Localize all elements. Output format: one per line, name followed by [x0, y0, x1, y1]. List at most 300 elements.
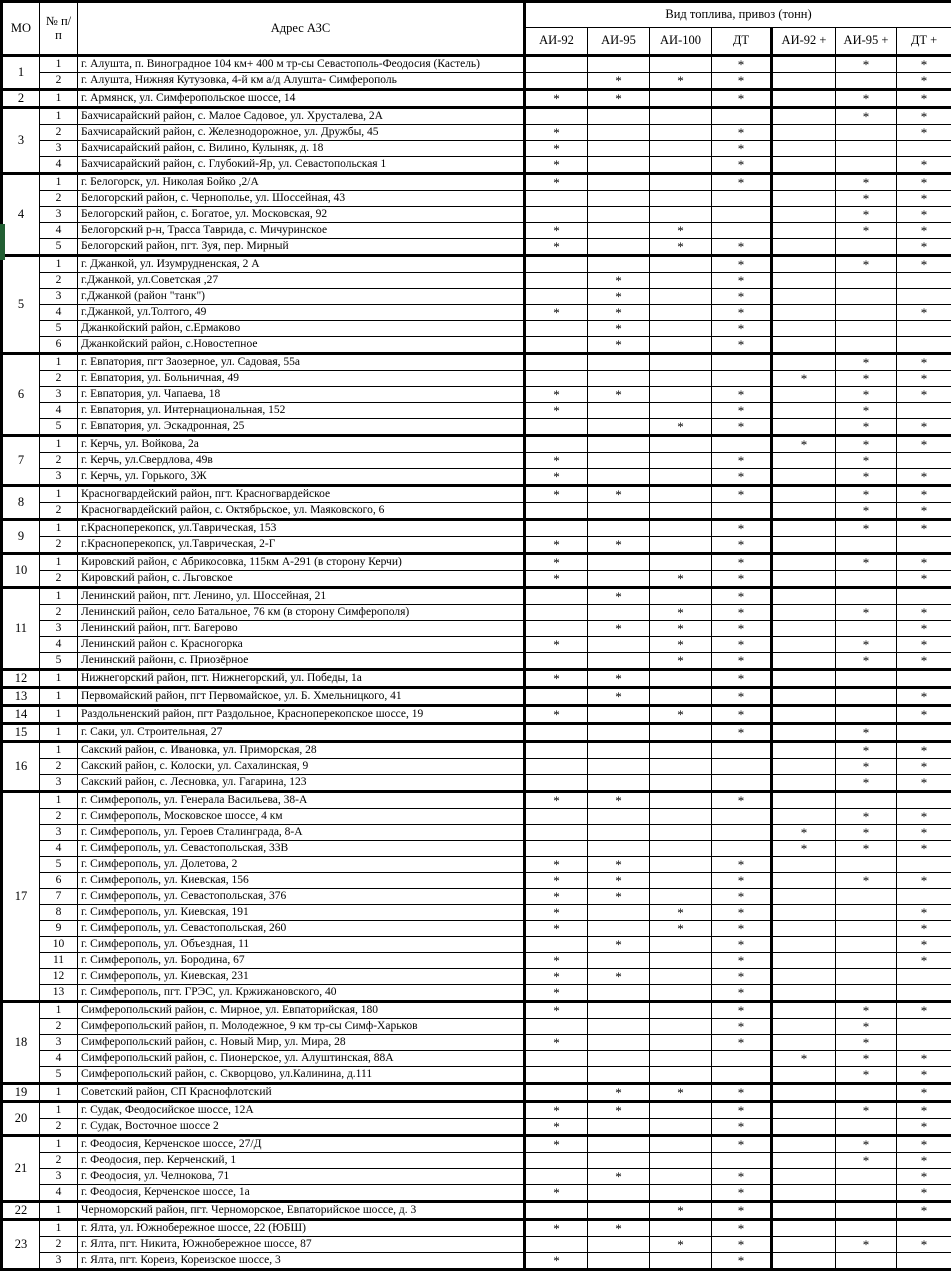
- fuel-mark-dt: [712, 207, 772, 223]
- col-header-mo: МО: [2, 2, 40, 56]
- fuel-mark-ai-92-plus: [772, 191, 836, 207]
- fuel-mark-ai-95: [588, 809, 650, 825]
- fuel-mark-ai-92-plus: [772, 653, 836, 670]
- fuel-mark-dt-plus: *: [897, 953, 951, 969]
- fuel-mark-ai-95: *: [588, 889, 650, 905]
- fuel-mark-ai-92: *: [525, 305, 588, 321]
- fuel-mark-ai-100: *: [650, 653, 712, 670]
- station-address: г. Ялта, пгт. Кореиз, Кореизское шоссе, 3: [78, 1253, 525, 1270]
- fuel-mark-ai-95-plus: *: [836, 759, 897, 775]
- fuel-mark-ai-92: [525, 371, 588, 387]
- fuel-mark-ai-92: [525, 724, 588, 742]
- fuel-mark-ai-92: [525, 1169, 588, 1185]
- fuel-mark-ai-92-plus: [772, 905, 836, 921]
- station-address: Сакский район, с. Лесновка, ул. Гагарина, 123: [78, 775, 525, 792]
- station-address: Красногвардейский район, с. Октябрьское, ул. Маяковского, 6: [78, 503, 525, 520]
- fuel-mark-dt-plus: [897, 403, 951, 419]
- fuel-mark-ai-100: [650, 1002, 712, 1019]
- fuel-mark-ai-95-plus: [836, 688, 897, 706]
- fuel-mark-dt: [712, 825, 772, 841]
- fuel-mark-ai-92-plus: [772, 157, 836, 174]
- fuel-mark-dt-plus: *: [897, 905, 951, 921]
- fuel-mark-ai-100: [650, 953, 712, 969]
- fuel-mark-ai-95: [588, 371, 650, 387]
- row-number: 4: [40, 1185, 78, 1202]
- fuel-mark-ai-95-plus: *: [836, 1237, 897, 1253]
- fuel-mark-ai-95-plus: [836, 937, 897, 953]
- fuel-mark-ai-92: [525, 937, 588, 953]
- fuel-mark-dt-plus: [897, 724, 951, 742]
- fuel-mark-dt: *: [712, 1220, 772, 1237]
- fuel-mark-ai-100: [650, 937, 712, 953]
- fuel-mark-ai-95: [588, 503, 650, 520]
- mo-number: 21: [2, 1136, 40, 1202]
- row-number: 3: [40, 289, 78, 305]
- fuel-mark-dt: *: [712, 688, 772, 706]
- fuel-mark-dt: [712, 503, 772, 520]
- fuel-mark-ai-92-plus: [772, 1169, 836, 1185]
- fuel-mark-dt: *: [712, 469, 772, 486]
- fuel-mark-ai-95: *: [588, 537, 650, 554]
- mo-number: 10: [2, 554, 40, 588]
- station-address: г. Керчь, ул. Горького, 3Ж: [78, 469, 525, 486]
- fuel-mark-ai-100: [650, 108, 712, 125]
- fuel-mark-dt: *: [712, 857, 772, 873]
- table-row: [2, 857, 951, 873]
- fuel-mark-dt-plus: *: [897, 305, 951, 321]
- fuel-mark-ai-92: *: [525, 141, 588, 157]
- table-row: [2, 387, 951, 403]
- fuel-mark-dt: [712, 775, 772, 792]
- fuel-mark-dt: *: [712, 792, 772, 809]
- fuel-mark-dt: *: [712, 889, 772, 905]
- station-address: г. Ялта, пгт. Никита, Южнобережное шоссе, 87: [78, 1237, 525, 1253]
- fuel-mark-ai-95: [588, 742, 650, 759]
- fuel-mark-ai-100: [650, 742, 712, 759]
- table-row: [2, 486, 951, 503]
- row-number: 2: [40, 1153, 78, 1169]
- fuel-mark-dt-plus: [897, 857, 951, 873]
- table-row: [2, 469, 951, 486]
- fuel-mark-dt-plus: [897, 337, 951, 354]
- fuel-mark-ai-95: *: [588, 588, 650, 605]
- fuel-mark-dt: *: [712, 273, 772, 289]
- fuel-mark-dt-plus: *: [897, 354, 951, 371]
- fuel-mark-ai-92-plus: [772, 857, 836, 873]
- fuel-mark-dt-plus: *: [897, 775, 951, 792]
- fuel-mark-ai-95: *: [588, 486, 650, 503]
- station-address: г. Армянск, ул. Симферопольское шоссе, 14: [78, 90, 525, 108]
- fuel-mark-dt: *: [712, 1169, 772, 1185]
- table-row: [2, 273, 951, 289]
- fuel-mark-ai-95-plus: *: [836, 1051, 897, 1067]
- row-number: 3: [40, 387, 78, 403]
- fuel-mark-ai-92: [525, 419, 588, 436]
- row-number: 1: [40, 670, 78, 688]
- fuel-mark-ai-92-plus: [772, 125, 836, 141]
- fuel-mark-ai-92: [525, 759, 588, 775]
- row-number: 3: [40, 1169, 78, 1185]
- col-header-ai-92: АИ-92: [525, 28, 588, 56]
- fuel-mark-ai-100: [650, 1019, 712, 1035]
- fuel-mark-dt-plus: *: [897, 436, 951, 453]
- row-number: 2: [40, 1237, 78, 1253]
- fuel-mark-ai-95-plus: *: [836, 387, 897, 403]
- row-number: 5: [40, 239, 78, 256]
- row-number: 10: [40, 937, 78, 953]
- fuel-mark-dt: *: [712, 724, 772, 742]
- mo-number: 2: [2, 90, 40, 108]
- fuel-mark-dt: *: [712, 305, 772, 321]
- table-row: [2, 157, 951, 174]
- row-number: 2: [40, 125, 78, 141]
- station-address: Нижнегорский район, пгт. Нижнегорский, ул. Победы, 1а: [78, 670, 525, 688]
- fuel-mark-ai-95-plus: [836, 953, 897, 969]
- station-address: г. Судак, Восточное шоссе 2: [78, 1119, 525, 1136]
- station-address: Сакский район, с. Колоски, ул. Сахалинская, 9: [78, 759, 525, 775]
- fuel-mark-ai-92: [525, 841, 588, 857]
- fuel-mark-ai-92: [525, 688, 588, 706]
- row-number: 1: [40, 108, 78, 125]
- station-address: Бахчисарайский район, с. Малое Садовое, ул. Хрусталева, 2А: [78, 108, 525, 125]
- fuel-mark-dt-plus: *: [897, 825, 951, 841]
- row-number: 2: [40, 191, 78, 207]
- fuel-mark-ai-92-plus: [772, 759, 836, 775]
- fuel-mark-ai-100: *: [650, 605, 712, 621]
- fuel-mark-ai-100: [650, 141, 712, 157]
- table-body: [2, 56, 951, 1270]
- fuel-mark-dt-plus: *: [897, 554, 951, 571]
- table-row: [2, 56, 951, 73]
- fuel-mark-ai-92-plus: [772, 921, 836, 937]
- fuel-mark-dt-plus: *: [897, 486, 951, 503]
- fuel-mark-ai-95: [588, 905, 650, 921]
- fuel-mark-ai-95: [588, 841, 650, 857]
- fuel-mark-ai-92-plus: [772, 108, 836, 125]
- fuel-mark-ai-92: [525, 1019, 588, 1035]
- fuel-mark-ai-95: [588, 1067, 650, 1084]
- fuel-mark-ai-95-plus: [836, 1185, 897, 1202]
- fuel-mark-ai-92-plus: [772, 1202, 836, 1220]
- fuel-mark-ai-92-plus: [772, 403, 836, 419]
- table-row: [2, 503, 951, 520]
- fuel-mark-ai-92: *: [525, 174, 588, 191]
- fuel-mark-dt: *: [712, 1237, 772, 1253]
- table-row: [2, 537, 951, 554]
- table-row: [2, 419, 951, 436]
- mo-number: 15: [2, 724, 40, 742]
- fuel-mark-ai-92-plus: [772, 670, 836, 688]
- row-number: 1: [40, 354, 78, 371]
- row-number: 11: [40, 953, 78, 969]
- station-address: г. Симферополь, ул. Севастопольская, 376: [78, 889, 525, 905]
- fuel-mark-ai-100: *: [650, 571, 712, 588]
- fuel-mark-ai-95-plus: [836, 239, 897, 256]
- fuel-mark-ai-92: [525, 775, 588, 792]
- fuel-mark-dt-plus: *: [897, 56, 951, 73]
- fuel-mark-dt-plus: [897, 670, 951, 688]
- col-header-fuel-group: Вид топлива, привоз (тонн): [525, 2, 951, 28]
- station-address: Кировский район, с. Льговское: [78, 571, 525, 588]
- fuel-mark-ai-100: [650, 809, 712, 825]
- fuel-mark-dt: *: [712, 571, 772, 588]
- col-header-num: № п/п: [40, 2, 78, 56]
- fuel-mark-ai-92: [525, 289, 588, 305]
- fuel-mark-dt: *: [712, 554, 772, 571]
- fuel-mark-dt: *: [712, 1202, 772, 1220]
- table-header: [2, 2, 951, 56]
- fuel-mark-ai-95-plus: *: [836, 223, 897, 239]
- station-address: г. Симферополь, ул. Генерала Васильева, 38-А: [78, 792, 525, 809]
- fuel-mark-dt-plus: *: [897, 688, 951, 706]
- fuel-mark-dt: *: [712, 1102, 772, 1119]
- row-number: 4: [40, 403, 78, 419]
- fuel-mark-ai-95-plus: *: [836, 486, 897, 503]
- fuel-mark-ai-100: [650, 354, 712, 371]
- fuel-mark-dt: *: [712, 1253, 772, 1270]
- row-number: 1: [40, 1002, 78, 1019]
- fuel-mark-dt: *: [712, 174, 772, 191]
- fuel-mark-dt-plus: [897, 985, 951, 1002]
- table-row: [2, 905, 951, 921]
- fuel-mark-ai-95-plus: [836, 337, 897, 354]
- fuel-mark-dt: *: [712, 73, 772, 90]
- fuel-mark-dt-plus: *: [897, 223, 951, 239]
- fuel-mark-ai-95-plus: [836, 571, 897, 588]
- table-row: [2, 588, 951, 605]
- fuel-mark-ai-92-plus: [772, 985, 836, 1002]
- table-row: [2, 207, 951, 223]
- fuel-mark-ai-95: [588, 141, 650, 157]
- fuel-mark-dt: [712, 371, 772, 387]
- fuel-mark-dt-plus: [897, 969, 951, 985]
- row-number: 2: [40, 759, 78, 775]
- row-number: 1: [40, 174, 78, 191]
- fuel-mark-ai-92: *: [525, 905, 588, 921]
- row-number: 12: [40, 969, 78, 985]
- station-address: г. Ялта, ул. Южнобережное шоссе, 22 (ЮБШ): [78, 1220, 525, 1237]
- fuel-mark-ai-95-plus: [836, 588, 897, 605]
- table-row: [2, 571, 951, 588]
- fuel-mark-ai-92: [525, 256, 588, 273]
- fuel-mark-dt-plus: *: [897, 1102, 951, 1119]
- fuel-mark-dt-plus: [897, 1253, 951, 1270]
- fuel-mark-ai-92-plus: *: [772, 371, 836, 387]
- fuel-mark-ai-92: *: [525, 403, 588, 419]
- table-row: [2, 337, 951, 354]
- fuel-mark-ai-95-plus: [836, 889, 897, 905]
- fuel-mark-ai-92: [525, 273, 588, 289]
- table-row: [2, 759, 951, 775]
- fuel-mark-ai-100: [650, 157, 712, 174]
- station-address: г. Евпатория, ул. Интернациональная, 152: [78, 403, 525, 419]
- row-number: 1: [40, 688, 78, 706]
- fuel-mark-ai-100: *: [650, 73, 712, 90]
- station-address: г. Симферополь, ул. Киевская, 156: [78, 873, 525, 889]
- fuel-mark-dt-plus: *: [897, 73, 951, 90]
- fuel-mark-ai-95: *: [588, 73, 650, 90]
- fuel-mark-ai-95: [588, 174, 650, 191]
- fuel-mark-dt-plus: *: [897, 256, 951, 273]
- fuel-mark-ai-92-plus: [772, 387, 836, 403]
- fuel-mark-dt: *: [712, 937, 772, 953]
- fuel-mark-dt-plus: *: [897, 1136, 951, 1153]
- row-number: 2: [40, 73, 78, 90]
- row-number: 1: [40, 742, 78, 759]
- table-row: [2, 653, 951, 670]
- table-row: [2, 724, 951, 742]
- fuel-mark-ai-95: [588, 1019, 650, 1035]
- fuel-mark-ai-95: [588, 1202, 650, 1220]
- mo-number: 19: [2, 1084, 40, 1102]
- row-number: 2: [40, 605, 78, 621]
- mo-number: 9: [2, 520, 40, 554]
- fuel-mark-dt: [712, 742, 772, 759]
- fuel-mark-ai-95-plus: *: [836, 371, 897, 387]
- fuel-mark-dt: *: [712, 1035, 772, 1051]
- row-number: 1: [40, 554, 78, 571]
- station-address: г. Евпатория, ул. Больничная, 49: [78, 371, 525, 387]
- table-row: [2, 289, 951, 305]
- fuel-mark-ai-95-plus: *: [836, 90, 897, 108]
- fuel-mark-dt-plus: *: [897, 503, 951, 520]
- fuel-mark-dt-plus: *: [897, 937, 951, 953]
- mo-number: 11: [2, 588, 40, 670]
- fuel-mark-ai-100: [650, 792, 712, 809]
- table-row: [2, 605, 951, 621]
- fuel-mark-ai-95-plus: *: [836, 56, 897, 73]
- fuel-mark-dt: *: [712, 125, 772, 141]
- table-row: [2, 239, 951, 256]
- fuel-mark-ai-92-plus: [772, 520, 836, 537]
- fuel-mark-ai-92: *: [525, 985, 588, 1002]
- station-address: г.Джанкой, ул.Толтого, 49: [78, 305, 525, 321]
- fuel-mark-ai-95: [588, 653, 650, 670]
- fuel-mark-dt: *: [712, 321, 772, 337]
- fuel-mark-ai-95: [588, 1253, 650, 1270]
- fuel-mark-ai-92-plus: [772, 469, 836, 486]
- station-address: Ленинский район, пгт. Багерово: [78, 621, 525, 637]
- table-row: [2, 371, 951, 387]
- table-row: [2, 354, 951, 371]
- fuel-mark-ai-95-plus: [836, 125, 897, 141]
- fuel-mark-ai-95: [588, 775, 650, 792]
- fuel-mark-ai-92: [525, 321, 588, 337]
- fuel-mark-ai-100: [650, 554, 712, 571]
- fuel-mark-ai-92-plus: [772, 90, 836, 108]
- fuel-mark-ai-100: [650, 469, 712, 486]
- row-number: 4: [40, 637, 78, 653]
- station-address: г. Симферополь, ул. Киевская, 231: [78, 969, 525, 985]
- fuel-mark-ai-92-plus: *: [772, 1051, 836, 1067]
- fuel-mark-dt-plus: [897, 1019, 951, 1035]
- mo-number: 1: [2, 56, 40, 90]
- fuel-mark-ai-100: *: [650, 621, 712, 637]
- station-address: Белогорский р-н, Трасса Таврида, с. Мичуринское: [78, 223, 525, 239]
- fuel-mark-ai-95-plus: [836, 73, 897, 90]
- fuel-mark-ai-95-plus: *: [836, 775, 897, 792]
- fuel-mark-dt-plus: *: [897, 1067, 951, 1084]
- fuel-mark-dt-plus: [897, 792, 951, 809]
- station-address: Кировский район, с Абрикосовка, 115км А-291 (в сторону Керчи): [78, 554, 525, 571]
- station-address: Советский район, СП Краснофлотский: [78, 1084, 525, 1102]
- fuel-mark-ai-95-plus: *: [836, 354, 897, 371]
- fuel-mark-ai-100: [650, 670, 712, 688]
- row-number: 2: [40, 537, 78, 554]
- fuel-mark-ai-95: [588, 436, 650, 453]
- fuel-mark-ai-92: [525, 1237, 588, 1253]
- mo-number: 7: [2, 436, 40, 486]
- row-number: 1: [40, 520, 78, 537]
- fuel-mark-ai-92: *: [525, 1185, 588, 1202]
- fuel-mark-ai-100: [650, 688, 712, 706]
- fuel-mark-dt: *: [712, 157, 772, 174]
- fuel-mark-ai-95: *: [588, 1169, 650, 1185]
- table-row: [2, 1185, 951, 1202]
- fuel-mark-ai-95: [588, 825, 650, 841]
- table-row: [2, 174, 951, 191]
- row-number: 2: [40, 809, 78, 825]
- row-number: 1: [40, 56, 78, 73]
- fuel-mark-ai-92: [525, 1153, 588, 1169]
- row-number: 6: [40, 337, 78, 354]
- table-row: [2, 889, 951, 905]
- fuel-mark-dt: [712, 1067, 772, 1084]
- row-number: 1: [40, 1102, 78, 1119]
- fuel-mark-ai-92-plus: [772, 1067, 836, 1084]
- fuel-mark-ai-95-plus: *: [836, 108, 897, 125]
- fuel-mark-ai-95-plus: [836, 537, 897, 554]
- row-number: 2: [40, 371, 78, 387]
- station-address: г. Симферополь, ул. Бородина, 67: [78, 953, 525, 969]
- fuel-mark-ai-92-plus: [772, 792, 836, 809]
- fuel-mark-ai-92-plus: [772, 554, 836, 571]
- fuel-mark-ai-92-plus: [772, 273, 836, 289]
- fuel-mark-ai-95: [588, 1136, 650, 1153]
- station-address: г. Судак, Феодосийское шоссе, 12А: [78, 1102, 525, 1119]
- fuel-mark-dt: [712, 809, 772, 825]
- fuel-mark-dt: *: [712, 969, 772, 985]
- fuel-mark-ai-92-plus: [772, 289, 836, 305]
- station-address: г. Алушта, Нижняя Кутузовка, 4-й км а/д Алушта- Симферополь: [78, 73, 525, 90]
- fuel-mark-ai-95: [588, 108, 650, 125]
- fuel-mark-ai-95: [588, 1002, 650, 1019]
- fuel-mark-dt: *: [712, 90, 772, 108]
- fuel-mark-ai-92-plus: [772, 1119, 836, 1136]
- fuel-mark-ai-92: *: [525, 125, 588, 141]
- fuel-mark-dt-plus: *: [897, 520, 951, 537]
- fuel-mark-dt: *: [712, 637, 772, 653]
- fuel-mark-ai-95: [588, 256, 650, 273]
- fuel-mark-dt: *: [712, 1185, 772, 1202]
- fuel-mark-ai-100: [650, 256, 712, 273]
- fuel-mark-ai-95: *: [588, 289, 650, 305]
- fuel-mark-ai-100: *: [650, 419, 712, 436]
- fuel-mark-dt: *: [712, 873, 772, 889]
- station-address: Белогорский район, с. Богатое, ул. Московская, 92: [78, 207, 525, 223]
- fuel-mark-dt-plus: [897, 1220, 951, 1237]
- fuel-mark-ai-100: *: [650, 1202, 712, 1220]
- fuel-mark-ai-100: [650, 503, 712, 520]
- fuel-mark-ai-100: [650, 1119, 712, 1136]
- table-row: [2, 321, 951, 337]
- table-row: [2, 670, 951, 688]
- fuel-mark-ai-92: *: [525, 554, 588, 571]
- fuel-mark-ai-100: [650, 486, 712, 503]
- station-address: Ленинский районн, с. Приозёрное: [78, 653, 525, 670]
- row-number: 5: [40, 857, 78, 873]
- fuel-mark-ai-92-plus: [772, 256, 836, 273]
